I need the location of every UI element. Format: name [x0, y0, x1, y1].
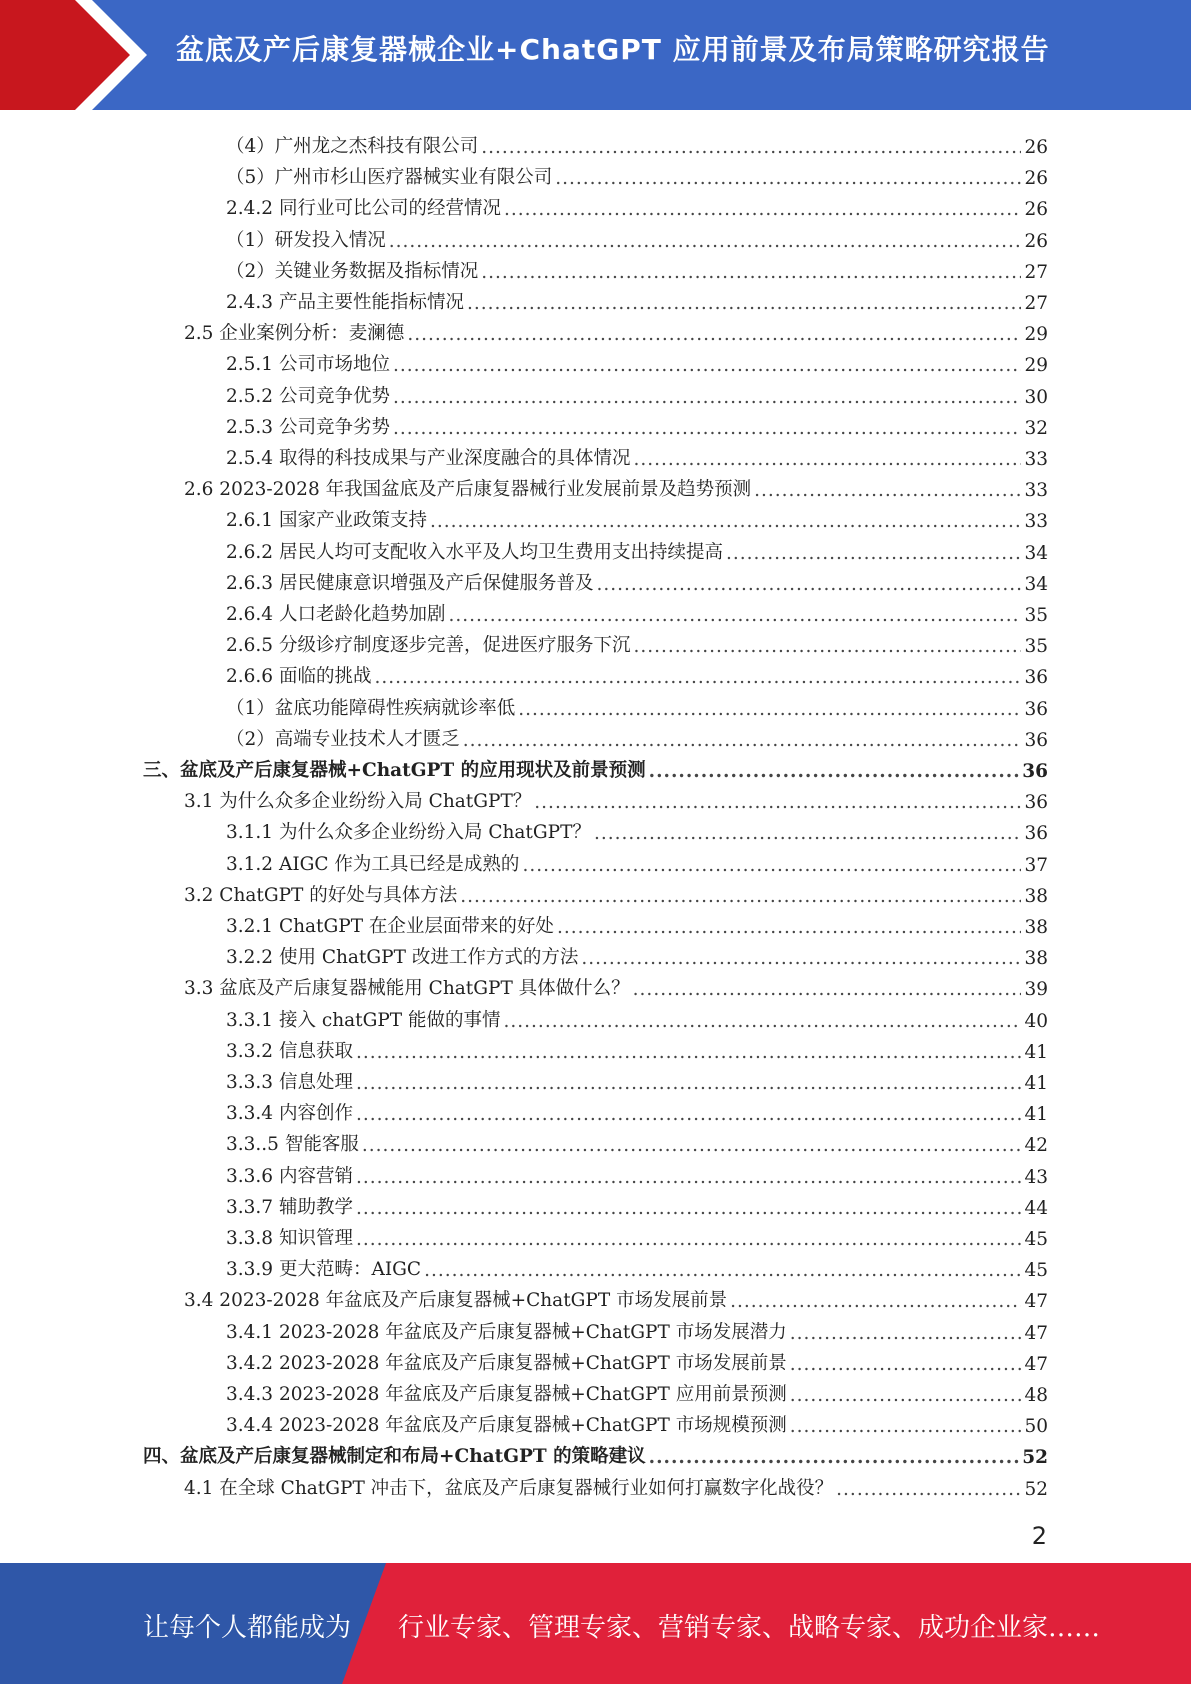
toc-entry-label: 2.6.6 面临的挑战: [226, 666, 372, 688]
toc-entry-page: 34: [1024, 542, 1048, 564]
toc-dot-leader: [389, 231, 1022, 252]
toc-dot-leader: [481, 137, 1021, 158]
toc-entry[interactable]: [226, 1313, 1048, 1344]
toc-entry-page: 33: [1024, 449, 1048, 470]
toc-entry[interactable]: [226, 439, 1048, 470]
toc-dot-leader: [754, 480, 1021, 501]
toc-entry[interactable]: [226, 501, 1048, 532]
toc-dot-leader: [790, 1385, 1022, 1406]
toc-entry-label: 2.5.4 取得的科技成果与产业深度融合的具体情况: [226, 448, 631, 469]
toc-entry-page: 45: [1024, 1229, 1048, 1250]
toc-entry-page: 36: [1024, 729, 1048, 751]
header-title: 盆底及产后康复器械企业+ChatGPT 应用前景及布局策略研究报告: [176, 33, 1050, 66]
toc-entry-page: 26: [1024, 168, 1048, 190]
toc-entry-label: 3.3.1 接入 chatGPT 能做的事情: [226, 1009, 501, 1031]
toc-entry-label: 2.5.2 公司竞争优势: [226, 385, 390, 407]
toc-entry[interactable]: [226, 595, 1048, 626]
toc-entry[interactable]: [226, 626, 1048, 657]
toc-entry[interactable]: [184, 314, 1048, 345]
toc-entry-label: 3.1.2 AIGC 作为工具已经是成熟的: [226, 853, 520, 875]
toc-entry[interactable]: [226, 533, 1048, 564]
toc-dot-leader: [463, 730, 1022, 751]
toc-entry[interactable]: [226, 408, 1048, 439]
toc-dot-leader: [534, 792, 1021, 813]
toc-entry[interactable]: [226, 158, 1048, 189]
toc-entry[interactable]: [226, 938, 1048, 969]
toc-entry-label: 3.3.8 知识管理: [226, 1228, 353, 1249]
toc-entry-page: 42: [1024, 1135, 1048, 1157]
toc-dot-leader: [481, 262, 1021, 283]
toc-dot-leader: [649, 1447, 1020, 1468]
toc-entry-label: 三、盆底及产后康复器械+ChatGPT 的应用现状及前景预测: [143, 760, 646, 781]
toc-entry-page: 50: [1024, 1416, 1048, 1438]
toc-entry-page: 36: [1024, 667, 1048, 689]
toc-entry-page: 36: [1022, 761, 1048, 782]
toc-entry-label: 3.4.1 2023-2028 年盆底及产后康复器械+ChatGPT 市场发展潜力: [226, 1321, 787, 1343]
toc-entry-label: 2.6.3 居民健康意识增强及产后保健服务普及: [226, 572, 594, 594]
toc-dot-leader: [407, 324, 1021, 345]
toc-entry[interactable]: [226, 1344, 1048, 1375]
toc-entry[interactable]: [226, 1188, 1048, 1219]
toc-entry-label: 2.4.2 同行业可比公司的经营情况: [226, 198, 501, 220]
toc-entry-label: （1）盆底功能障碍性疾病就诊率低: [226, 697, 516, 719]
toc-entry-page: 33: [1024, 511, 1048, 533]
toc-dot-leader: [374, 667, 1021, 688]
toc-entry-label: 3.4.3 2023-2028 年盆底及产后康复器械+ChatGPT 应用前景预测: [226, 1384, 787, 1405]
toc-entry[interactable]: [184, 1281, 1048, 1312]
toc-dot-leader: [730, 1291, 1021, 1312]
toc-entry[interactable]: [184, 782, 1048, 813]
toc-dot-leader: [522, 855, 1021, 876]
toc-dot-leader: [504, 199, 1021, 220]
toc-entry-label: 3.3..5 智能客服: [226, 1134, 359, 1156]
toc-entry-label: 3.3.6 内容营销: [226, 1165, 353, 1187]
toc-entry[interactable]: [226, 252, 1048, 283]
toc-entry-page: 39: [1024, 979, 1048, 1001]
toc-entry[interactable]: [226, 345, 1048, 376]
toc-entry-label: 3.2.1 ChatGPT 在企业层面带来的好处: [226, 916, 554, 937]
toc-entry-label: 3.3.4 内容创作: [226, 1103, 353, 1125]
toc-dot-leader: [633, 979, 1022, 1000]
toc-entry-page: 32: [1024, 417, 1048, 439]
toc-entry[interactable]: [226, 1375, 1048, 1406]
toc-entry-label: 3.3.7 辅助教学: [226, 1196, 353, 1218]
toc-entry-label: 3.1.1 为什么众多企业纷纷入局 ChatGPT？: [226, 822, 591, 844]
toc-entry-label: 3.3.2 信息获取: [226, 1040, 353, 1062]
toc-entry[interactable]: [226, 564, 1048, 595]
toc-entry[interactable]: [226, 845, 1048, 876]
footer-slogan-left: 让每个人都能成为: [143, 1613, 352, 1643]
toc-entry[interactable]: [226, 1250, 1048, 1281]
toc-dot-leader: [555, 168, 1021, 189]
toc-dot-leader: [393, 387, 1021, 408]
toc-dot-leader: [356, 1198, 1022, 1219]
toc-entry[interactable]: [226, 221, 1048, 252]
toc-entry-label: 3.4 2023-2028 年盆底及产后康复器械+ChatGPT 市场发展前景: [184, 1290, 728, 1312]
toc-entry-page: 26: [1024, 199, 1048, 221]
toc-entry-page: 29: [1024, 324, 1048, 346]
toc-entry[interactable]: [226, 657, 1048, 688]
toc-entry[interactable]: [184, 969, 1048, 1000]
toc-dot-leader: [362, 1135, 1022, 1156]
toc-dot-leader: [467, 293, 1021, 314]
toc-entry-page: 41: [1024, 1073, 1048, 1094]
toc-dot-leader: [594, 823, 1022, 844]
toc-entry[interactable]: [226, 1125, 1048, 1156]
toc-dot-leader: [581, 948, 1021, 969]
toc-entry-label: （2）关键业务数据及指标情况: [226, 260, 479, 282]
toc-dot-leader: [356, 1042, 1022, 1063]
toc-entry[interactable]: [184, 470, 1048, 501]
toc-entry[interactable]: [226, 377, 1048, 408]
toc-entry[interactable]: [226, 1001, 1048, 1032]
toc-entry[interactable]: [226, 1406, 1048, 1437]
toc-entry[interactable]: [226, 1094, 1048, 1125]
toc-entry-label: 2.6.5 分级诊疗制度逐步完善，促进医疗服务下沉: [226, 635, 631, 657]
toc-entry-label: （5）广州市杉山医疗器械实业有限公司: [226, 167, 553, 189]
toc-entry[interactable]: [226, 689, 1048, 720]
toc-entry-page: 38: [1024, 917, 1048, 938]
toc-entry-label: 2.5.1 公司市场地位: [226, 354, 390, 376]
toc-entry-page: 41: [1024, 1104, 1048, 1126]
toc-entry-label: 2.4.3 产品主要性能指标情况: [226, 292, 464, 313]
toc-entry-page: 36: [1024, 823, 1048, 845]
toc-entry-label: 4.1 在全球 ChatGPT 冲击下，盆底及产后康复器械行业如何打赢数字化战役？: [184, 1477, 834, 1499]
toc-entry[interactable]: [226, 1063, 1048, 1094]
toc-dot-leader: [790, 1323, 1022, 1344]
toc-dot-leader: [790, 1354, 1022, 1375]
toc-entry-page: 43: [1024, 1166, 1048, 1188]
toc-dot-leader: [557, 917, 1022, 938]
toc-entry-label: （1）研发投入情况: [226, 229, 386, 251]
toc-entry-label: 3.3.3 信息处理: [226, 1072, 353, 1093]
toc-dot-leader: [596, 574, 1021, 595]
toc-entry-page: 36: [1024, 698, 1048, 720]
toc-entry-page: 36: [1024, 792, 1048, 814]
toc-entry[interactable]: [226, 1219, 1048, 1250]
toc-entry-label: 四、盆底及产后康复器械制定和布局+ChatGPT 的策略建议: [143, 1446, 646, 1468]
toc-entry-label: 2.6.4 人口老龄化趋势加剧: [226, 604, 446, 625]
toc-entry-page: 34: [1024, 573, 1048, 595]
toc-entry-page: 40: [1024, 1010, 1048, 1032]
toc-entry-label: 3.3.9 更大范畴：AIGC: [226, 1259, 422, 1281]
toc-entry-page: 26: [1024, 137, 1048, 158]
toc-entry-page: 29: [1024, 355, 1048, 377]
toc-entry-page: 35: [1024, 605, 1048, 626]
toc-entry[interactable]: [226, 813, 1048, 844]
toc-dot-leader: [633, 449, 1021, 470]
toc-dot-leader: [518, 699, 1021, 720]
footer-slogan-right: 行业专家、管理专家、营销专家、战略专家、成功企业家……: [398, 1613, 1101, 1643]
toc-dot-leader: [448, 605, 1021, 626]
toc-dot-leader: [633, 636, 1021, 657]
toc-entry-page: 30: [1024, 386, 1048, 408]
toc-entry[interactable]: [226, 720, 1048, 751]
toc-entry-page: 45: [1024, 1260, 1048, 1282]
toc-entry[interactable]: [143, 1437, 1048, 1468]
toc-entry-label: 2.6.2 居民人均可支配收入水平及人均卫生费用支出持续提高: [226, 541, 723, 563]
toc-dot-leader: [356, 1104, 1022, 1125]
toc-entry[interactable]: [226, 907, 1048, 938]
toc-dot-leader: [393, 418, 1021, 439]
toc-entry[interactable]: [226, 127, 1048, 158]
toc-entry-page: 48: [1024, 1385, 1048, 1406]
toc-entry[interactable]: [184, 1469, 1048, 1500]
toc-entry-page: 26: [1024, 230, 1048, 252]
toc-dot-leader: [790, 1416, 1022, 1437]
toc-entry-page: 52: [1024, 1478, 1048, 1500]
toc-dot-leader: [460, 886, 1021, 907]
toc-entry[interactable]: [226, 1157, 1048, 1188]
toc-dot-leader: [726, 543, 1021, 564]
toc-dot-leader: [430, 511, 1021, 532]
toc-entry-label: 3.4.4 2023-2028 年盆底及产后康复器械+ChatGPT 市场规模预测: [226, 1415, 787, 1437]
page-header: [0, 0, 1191, 110]
toc-entry-label: （2）高端专业技术人才匮乏: [226, 728, 460, 750]
toc-entry[interactable]: [226, 283, 1048, 314]
toc-entry-page: 44: [1024, 1197, 1048, 1219]
toc-entry[interactable]: [226, 189, 1048, 220]
toc-entry-label: 3.2.2 使用 ChatGPT 改进工作方式的方法: [226, 947, 579, 969]
toc-entry-page: 37: [1024, 854, 1048, 876]
toc-entry-label: 2.6.1 国家产业政策支持: [226, 510, 427, 532]
toc-entry[interactable]: [143, 751, 1048, 782]
toc-dot-leader: [393, 355, 1021, 376]
toc-entry-page: 47: [1024, 1353, 1048, 1375]
toc-entry-page: 35: [1024, 636, 1048, 658]
page-footer: [0, 1563, 1191, 1684]
toc-entry[interactable]: [184, 876, 1048, 907]
toc-entry-label: 2.5.3 公司竞争劣势: [226, 416, 390, 438]
toc-entry-label: 3.1 为什么众多企业纷纷入局 ChatGPT？: [184, 791, 532, 813]
toc-entry-label: 3.4.2 2023-2028 年盆底及产后康复器械+ChatGPT 市场发展前景: [226, 1352, 787, 1374]
toc-entry-label: 2.5 企业案例分析：麦澜德: [184, 323, 405, 345]
toc-entry-page: 27: [1024, 261, 1048, 283]
toc-dot-leader: [504, 1011, 1022, 1032]
toc-entry-label: 2.6 2023-2028 年我国盆底及产后康复器械行业发展前景及趋势预测: [184, 479, 752, 501]
toc-entry-page: 33: [1024, 480, 1048, 502]
toc-entry-label: （4）广州龙之杰科技有限公司: [226, 136, 479, 157]
toc-dot-leader: [836, 1479, 1021, 1500]
toc-entry[interactable]: [226, 1032, 1048, 1063]
toc-dot-leader: [356, 1073, 1022, 1094]
toc-entry-label: 3.3 盆底及产后康复器械能用 ChatGPT 具体做什么？: [184, 978, 630, 1000]
toc-entry-page: 52: [1022, 1447, 1048, 1469]
toc-dot-leader: [649, 761, 1020, 782]
toc-entry-page: 27: [1024, 293, 1048, 314]
toc-dot-leader: [424, 1260, 1021, 1281]
toc-entry-page: 41: [1024, 1041, 1048, 1063]
toc-dot-leader: [356, 1229, 1022, 1250]
toc-entry-page: 38: [1024, 948, 1048, 970]
toc-entry-label: 3.2 ChatGPT 的好处与具体方法: [184, 884, 458, 906]
toc-entry-page: 38: [1024, 885, 1048, 907]
page-number: 2: [1031, 1522, 1047, 1550]
toc-entry-page: 47: [1024, 1291, 1048, 1313]
toc-dot-leader: [356, 1167, 1022, 1188]
toc-entry-page: 47: [1024, 1322, 1048, 1344]
